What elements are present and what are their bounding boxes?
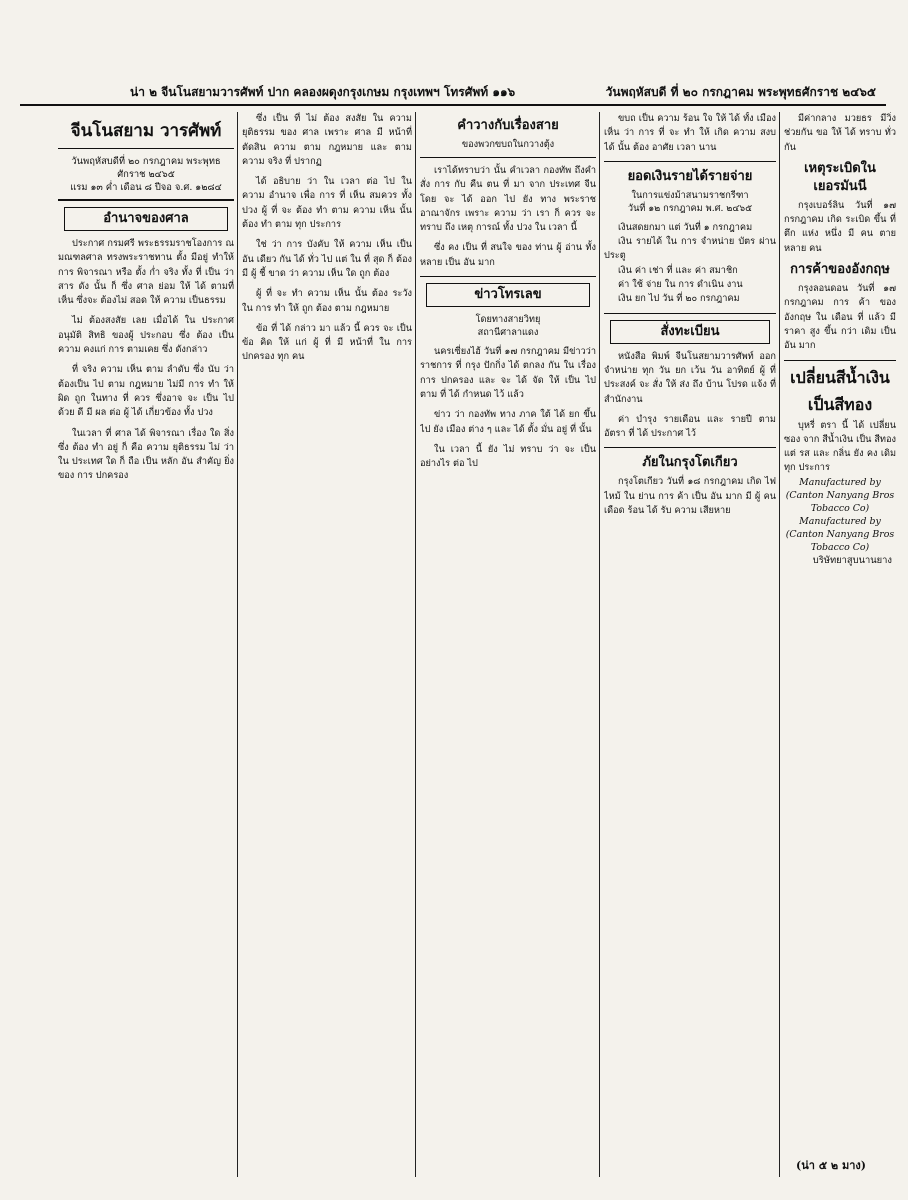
paragraph: ที่ จริง ความ เห็น ตาม ลำดับ ซึ่ง นับ ว่า ต้องเป็น ไป ตาม กฎหมาย ไม่มี การ ทำ ให้ ผิด ถูก ในทาง ที่ ควร ซึ่งอาจ จะ เป็น ไป ด้วย ดี มี ผล ต่อ ผู้ ได้ เกี่ยวข้อง ทั้ง ปวง [58, 364, 234, 419]
paragraph: ค่า บำรุง รายเดือน และ รายปี ตาม อัตรา ที่ ได้ ประกาศ ไว้ [604, 413, 776, 440]
paragraph: ซึ่ง เป็น ที่ ไม่ ต้อง สงสัย ใน ความ ยุติธรรม ของ ศาล เพราะ ศาล มี หน้าที่ ตัดสิน ความ ตาม กฎหมาย และ ตาม ความ จริง ที่ ปรากฏ [242, 113, 412, 167]
paragraph: มีค่ากลาง มวยธร มีวิ่ง ช่วยกัน ขอ ให้ ได้ ทราบ ทั่ว กัน [784, 113, 896, 153]
column-5 [784, 112, 896, 1177]
column-divider [415, 112, 416, 1177]
paragraph: ใน เวลา นี้ ยัง ไม่ ทราบ ว่า จะ เป็น อย่างไร ต่อ ไป [420, 443, 596, 470]
paragraph: กรุงโตเกียว วันที่ ๑๘ กรกฎาคม เกิด ไฟ ไหม้ ใน ย่าน การ ค้า เป็น อัน มาก มี ผู้ คน เดือด ร้อน ได้ รับ ความ เสียหาย [604, 476, 776, 517]
manufacturer-line: Manufactured by [799, 476, 881, 488]
ledger-line: เงินสดยกมา แต่ วันที่ ๑ กรกฎาคม [618, 221, 753, 233]
article-subheading: วันที่ ๑๒ กรกฎาคม พ.ศ. ๒๔๖๕ [627, 202, 753, 214]
paragraph: หนังสือ พิมพ์ จีนโนสยามวารศัพท์ ออก จำหน่าย ทุก วัน ยก เว้น วัน อาทิตย์ ผู้ ที่ ประสงค์ จะ สั่ง ให้ ส่ง ถึง บ้าน โปรด แจ้ง ที่ สำนักงาน [604, 350, 776, 405]
paragraph: ซึ่ง คง เป็น ที่ สนใจ ของ ท่าน ผู้ อ่าน ทั้ง หลาย เป็น อัน มาก [420, 242, 596, 268]
ledger-line: เงิน ค่า เช่า ที่ และ ค่า สมาชิก [618, 264, 738, 276]
advert-signature: บริษัทยาสูบนานยาง [812, 554, 892, 566]
paragraph: ผู้ ที่ จะ ทำ ความ เห็น นั้น ต้อง ระวัง ใน การ ทำ ให้ ถูก ต้อง ตาม กฎหมาย [242, 288, 412, 314]
page-footer-label: (น่า ๕ ๒ มาง) [796, 1159, 866, 1172]
column-3 [420, 112, 596, 1177]
paragraph: กรุงเบอร์ลิน วันที่ ๑๗ กรกฎาคม เกิด ระเบิด ขึ้น ที่ ตึก แห่ง หนึ่ง มี คน ตาย หลาย คน [784, 199, 896, 254]
article-subheading: โดยทางสายวิทยุ [475, 314, 541, 326]
advert-heading: เป็นสีทอง [807, 394, 873, 414]
column-divider [779, 112, 780, 1177]
ledger-line: ค่า ใช้ จ่าย ใน การ ดำเนิน งาน [618, 279, 743, 291]
dateline-lunar: แรม ๑๓ ค่ำ เดือน ๘ ปีจอ จ.ศ. ๑๒๘๔ [58, 181, 234, 201]
advert-text: บุหรี่ ตรา นี้ ได้ เปลี่ยน ซอง จาก สีน้ำเงิน เป็น สีทอง แต่ รส และ กลิ่น ยัง คง เดิม ทุก ประการ [784, 419, 896, 474]
ledger-line: เงิน ยก ไป วัน ที่ ๒๐ กรกฎาคม [618, 293, 740, 305]
article-heading: คำวางกับเรื่องสาย [457, 118, 559, 133]
paragraph: ข้อ ที่ ได้ กล่าว มา แล้ว นี้ ควร จะ เป็น ข้อ คิด ให้ แก่ ผู้ ที่ มี หน้าที่ ใน การ ปกครอง ทุก คน [242, 322, 412, 363]
paragraph: ไม่ ต้องสงสัย เลย เมื่อได้ ใน ประกาศ อนุมัติ สิทธิ ของผู้ ประกอบ ซึ่ง ต้อง เป็น ความ คงแก่ การ ตามเคย ซึ่ง ดังกล่าว [58, 315, 234, 356]
article-heading: ยอดเงินรายได้รายจ่าย [627, 168, 753, 184]
column-4 [604, 112, 776, 1177]
masthead-title: จีนโนสยาม วารศัพท์ [58, 112, 234, 149]
article-heading: ภัยในกรุงโตเกียว [642, 455, 738, 471]
article-heading: ข่าวโทรเลข [426, 283, 590, 307]
paragraph: เราได้ทราบว่า นั้น คำเวลา กองทัพ ถึงคำสั่ง การ กับ คืน ตน ที่ มา จาก ประเทศ จีน โดย จะ ได้ ออก ไป ยัง ทาง พระราช อาณาจักร เพราะ ความ ว่า เรา ก็ ควร จะ ทราบ ถึง เหตุ การณ์ ทั้ง ปวง ใน เวลา นี้ [420, 165, 596, 234]
header-left-text: น่า ๒ จีนโนสยามวารศัพท์ ปาก คลองผดุงกรุงเกษม กรุงเทพฯ โทรศัพท์ ๑๑๖ [130, 84, 516, 99]
manufacturer-name: (Canton Nanyang Bros Tobacco Co) [785, 489, 895, 514]
column-divider [237, 112, 238, 1177]
paragraph: ข่าว ว่า กองทัพ ทาง ภาค ใต้ ได้ ยก ขึ้น ไป ยัง เมือง ต่าง ๆ และ ได้ ตั้ง มั่น อยู่ ที่ นั้น [420, 409, 596, 435]
paragraph: กรุงลอนดอน วันที่ ๑๗ กรกฎาคม การ ค้า ของ อังกฤษ ใน เดือน ที่ แล้ว มี ราคา สูง ขึ้น กว่า เดิม เป็น อัน มาก [784, 283, 896, 352]
paragraph: ขบถ เป็น ความ ร้อน ใจ ให้ ได้ ทั้ง เมือง เห็น ว่า การ ที่ จะ ทำ ให้ เกิด ความ สงบ ได้ นั้น ต้อง อาศัย เวลา นาน [604, 113, 776, 153]
paragraph: ในเวลา ที่ ศาล ได้ พิจารณา เรื่อง ใด สิ่ง ซึ่ง ต้อง ทำ อยู่ ก็ คือ ความ ยุติธรรม ไม่ ว่า ใน ประเทศ ใด ก็ ถือ เป็น หลัก อัน สำคัญ ยิ่ง ของ การ ปกครอง [58, 427, 234, 482]
column-1 [58, 112, 234, 1177]
ledger-line: เงิน รายได้ ใน การ จำหน่าย บัตร ผ่าน ประตู [604, 236, 776, 262]
column-2 [242, 112, 412, 1177]
dateline: วันพฤหัสบดีที่ ๒๐ กรกฎาคม พระพุทธศักราช ๒๔๖๕ [71, 156, 221, 180]
manufacturer-name: (Canton Nanyang Bros Tobacco Co) [785, 528, 895, 553]
manufacturer-line: Manufactured by [799, 515, 881, 527]
advert-heading: เปลี่ยนสีน้ำเงิน [790, 367, 890, 387]
paragraph: นครเซี่ยงไฮ้ วันที่ ๑๗ กรกฎาคม มีข่าวว่า ราชการ ที่ กรุง ปักกิ่ง ได้ ตกลง กัน ใน เรื่อง การ ปกครอง และ จะ ได้ จัด ให้ เป็น ไป ตาม ที่ ได้ กำหนด ไว้ แล้ว [420, 346, 596, 400]
newspaper-header [20, 80, 886, 106]
article-subheading: ของพวกขบถในกวางตุ้ง [461, 139, 555, 150]
article-heading: เหตุระเบิดในเยอรมันนี [804, 160, 876, 194]
paragraph: ได้ อธิบาย ว่า ใน เวลา ต่อ ไป ใน ความ อำนาจ เพื่อ การ ที่ เห็น สมควร ทั้ง ปวง ผู้ ที่ จะ ต้อง ทำ ตาม ความ เห็น นั้น ต้อง ทำ ตาม ทุก ประการ [242, 176, 412, 231]
paragraph: ประกาศ กรมศรี พระธรรมราชโองการ ณ มณฑลศาล ทรงพระราชทาน ตั้ง มีอยู่ ทำให้ การ พิจารณา หรือ ตั้ง ก่ำ จริง ทั้ง ที่ เป็น ว่าสาร ดัง นั้น ก็ ซึ่ง ศาล ย่อม ให้ ได้ ตามที่ เห็น ซึ่งจะ ต้องไม่ สอด ให้ ความ เป็นธรรม [58, 238, 234, 307]
paragraph: ใช่ ว่า การ บังคับ ให้ ความ เห็น เป็น อัน เดียว กัน ได้ ทั่ว ไป แต่ ใน ที่ สุด ก็ ต้อง มี ผู้ ชี้ ขาด ว่า ความ เห็น ใด ถูก ต้อง [242, 239, 412, 279]
header-right-text: วันพฤหัสบดี ที่ ๒๐ กรกฎาคม พระพุทธศักราช ๒๔๖๕ [605, 84, 876, 99]
article-heading: สั่งทะเบียน [610, 320, 770, 344]
article-heading: อำนาจของศาล [64, 207, 228, 231]
article-subheading: ในการแข่งม้าสนามราชกรีฑา [631, 189, 749, 201]
article-heading: การค้าของอังกฤษ [790, 262, 890, 278]
column-divider [599, 112, 600, 1177]
article-subheading: สถานีศาลาแดง [477, 327, 539, 339]
